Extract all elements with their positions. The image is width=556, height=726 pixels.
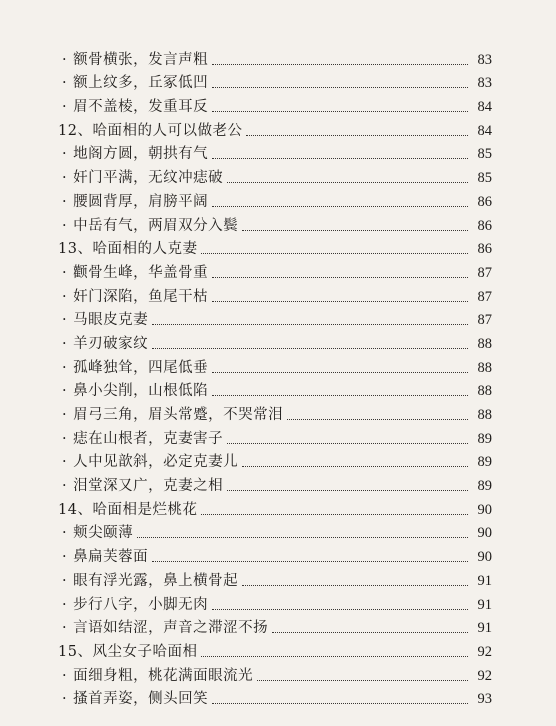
bullet-icon: ·	[62, 620, 68, 637]
page-number: 88	[477, 335, 492, 352]
bullet-icon: ·	[62, 478, 68, 495]
toc-item-row	[0, 329, 556, 353]
bullet-icon: ·	[62, 383, 68, 400]
toc-item-row	[0, 448, 556, 472]
dot-leader	[257, 680, 468, 681]
table-of-contents	[0, 45, 556, 708]
page-number: 88	[477, 383, 492, 400]
dot-leader	[212, 64, 468, 65]
bullet-icon: ·	[62, 170, 68, 187]
toc-item-title	[62, 690, 208, 708]
toc-item-row	[0, 471, 556, 495]
dot-leader	[152, 348, 468, 349]
dot-leader	[201, 514, 468, 515]
page-number: 91	[477, 620, 492, 637]
dot-leader	[272, 632, 468, 633]
toc-item-title	[62, 453, 238, 471]
toc-entry-text: 奸门平满，无纹冲痣破	[73, 170, 224, 187]
dot-leader	[212, 609, 468, 610]
toc-item-title	[62, 667, 253, 685]
bullet-icon: ·	[62, 75, 68, 92]
dot-leader	[242, 230, 468, 231]
toc-item-row	[0, 140, 556, 164]
toc-entry-text: 颧骨生峰，华盖骨重	[73, 264, 209, 281]
dot-leader	[201, 253, 468, 254]
page-number: 84	[477, 99, 492, 116]
toc-section-row	[0, 637, 556, 661]
toc-item-title	[62, 430, 223, 448]
dot-leader	[242, 466, 468, 467]
dot-leader	[201, 656, 468, 657]
bullet-icon: ·	[62, 146, 68, 163]
dot-leader	[152, 561, 468, 562]
toc-item-title	[62, 335, 148, 353]
dot-leader	[212, 372, 468, 373]
page-number: 89	[477, 430, 492, 447]
toc-item-row	[0, 400, 556, 424]
dot-leader	[246, 135, 468, 136]
toc-entry-text: 14、哈面相是烂桃花	[58, 501, 198, 518]
page-number: 89	[477, 454, 492, 471]
dot-leader	[287, 419, 468, 420]
page-number: 87	[477, 288, 492, 305]
toc-item-row	[0, 685, 556, 709]
toc-item-title	[62, 98, 208, 116]
toc-entry-text: 额骨横张，发言声粗	[73, 51, 209, 68]
toc-item-row	[0, 211, 556, 235]
dot-leader	[227, 443, 468, 444]
toc-item-title	[62, 359, 208, 377]
toc-entry-text: 12、哈面相的人可以做老公	[58, 122, 243, 139]
dot-leader	[212, 277, 468, 278]
toc-item-title	[62, 406, 283, 424]
dot-leader	[152, 324, 468, 325]
page-number: 88	[477, 359, 492, 376]
page-number: 83	[477, 75, 492, 92]
page-number: 90	[477, 525, 492, 542]
toc-section-title	[58, 122, 242, 140]
bullet-icon: ·	[62, 288, 68, 305]
toc-entry-text: 眉不盖棱，发重耳反	[73, 99, 209, 116]
page-number: 92	[477, 667, 492, 684]
toc-entry-text: 15、风尘女子哈面相	[58, 643, 198, 660]
toc-entry-text: 面细身粗，桃花满面眼流光	[73, 667, 254, 684]
toc-section-title	[58, 501, 197, 519]
bullet-icon: ·	[62, 454, 68, 471]
toc-entry-text: 13、哈面相的人克妻	[58, 241, 198, 258]
toc-entry-text: 鼻小尖削，山根低陷	[73, 383, 209, 400]
bullet-icon: ·	[62, 549, 68, 566]
toc-item-row	[0, 69, 556, 93]
bullet-icon: ·	[62, 667, 68, 684]
page-number: 85	[477, 170, 492, 187]
toc-entry-text: 孤峰独耸，四尾低垂	[73, 359, 209, 376]
toc-entry-text: 搔首弄姿，侧头回笑	[73, 691, 209, 708]
toc-section-row	[0, 235, 556, 259]
toc-entry-text: 羊刃破家纹	[73, 335, 149, 352]
page-number: 85	[477, 146, 492, 163]
page-number: 86	[477, 193, 492, 210]
toc-item-row	[0, 187, 556, 211]
toc-entry-text: 人中见歆斜，必定克妻儿	[73, 454, 239, 471]
toc-item-row	[0, 92, 556, 116]
dot-leader	[227, 182, 468, 183]
page-number: 86	[477, 241, 492, 258]
toc-entry-text: 马眼皮克妻	[73, 312, 149, 329]
toc-entry-text: 颊尖颐薄	[73, 525, 134, 542]
toc-entry-text: 眼有浮光露，鼻上横骨起	[73, 572, 239, 589]
dot-leader	[212, 395, 468, 396]
toc-entry-text: 奸门深陷，鱼尾干枯	[73, 288, 209, 305]
toc-item-row	[0, 306, 556, 330]
bullet-icon: ·	[62, 217, 68, 234]
toc-item-row	[0, 424, 556, 448]
toc-entry-text: 地阁方圆，朝拱有气	[73, 146, 209, 163]
dot-leader	[137, 537, 468, 538]
bullet-icon: ·	[62, 335, 68, 352]
bullet-icon: ·	[62, 430, 68, 447]
dot-leader	[227, 490, 468, 491]
toc-item-row	[0, 282, 556, 306]
dot-leader	[212, 87, 468, 88]
toc-item-row	[0, 661, 556, 685]
dot-leader	[212, 703, 468, 704]
dot-leader	[242, 585, 468, 586]
toc-entry-text: 鼻扁芙蓉面	[73, 549, 149, 566]
toc-item-title	[62, 382, 208, 400]
toc-item-row	[0, 45, 556, 69]
bullet-icon: ·	[62, 264, 68, 281]
page-number: 88	[477, 407, 492, 423]
dot-leader	[212, 111, 468, 112]
bullet-icon: ·	[62, 596, 68, 613]
toc-item-title	[62, 477, 223, 495]
page-number: 83	[477, 51, 492, 68]
page-number: 91	[477, 596, 492, 613]
bullet-icon: ·	[62, 193, 68, 210]
toc-item-title	[62, 548, 148, 566]
toc-item-title	[62, 193, 208, 211]
toc-entry-text: 额上纹多，丘冢低凹	[73, 75, 209, 92]
page-number: 90	[477, 549, 492, 566]
page-number: 86	[477, 217, 492, 234]
bullet-icon: ·	[62, 407, 68, 423]
bullet-icon: ·	[62, 572, 68, 589]
page-number: 90	[477, 501, 492, 518]
page-number: 91	[477, 572, 492, 589]
toc-item-row	[0, 519, 556, 543]
toc-item-row	[0, 353, 556, 377]
toc-entry-text: 腰圆背厚，肩膀平阔	[73, 193, 209, 210]
bullet-icon: ·	[62, 312, 68, 329]
toc-entry-text: 眉弓三角，眉头常蹙，不哭常泪	[73, 407, 284, 423]
toc-item-title	[62, 524, 133, 542]
toc-item-title	[62, 217, 238, 235]
toc-item-title	[62, 288, 208, 306]
toc-item-title	[62, 572, 238, 590]
page-number: 89	[477, 478, 492, 495]
toc-item-title	[62, 264, 208, 282]
toc-item-row	[0, 377, 556, 401]
toc-item-title	[62, 311, 148, 329]
toc-item-row	[0, 614, 556, 638]
toc-item-title	[62, 74, 208, 92]
toc-entry-text: 中岳有气，两眉双分入鬓	[73, 217, 239, 234]
dot-leader	[212, 206, 468, 207]
dot-leader	[212, 301, 468, 302]
toc-item-row	[0, 258, 556, 282]
dot-leader	[212, 158, 468, 159]
toc-section-row	[0, 116, 556, 140]
toc-item-row	[0, 542, 556, 566]
toc-entry-text: 痣在山根者，克妻害子	[73, 430, 224, 447]
bullet-icon: ·	[62, 99, 68, 116]
toc-item-row	[0, 566, 556, 590]
page-number: 84	[477, 122, 492, 139]
toc-item-row	[0, 590, 556, 614]
toc-item-title	[62, 51, 208, 69]
toc-entry-text: 言语如结涩，声音之滞涩不扬	[73, 620, 269, 637]
toc-section-row	[0, 495, 556, 519]
bullet-icon: ·	[62, 359, 68, 376]
toc-item-title	[62, 596, 208, 614]
toc-section-title	[58, 240, 197, 258]
toc-item-title	[62, 169, 223, 187]
bullet-icon: ·	[62, 691, 68, 708]
page-number: 87	[477, 264, 492, 281]
toc-item-row	[0, 163, 556, 187]
bullet-icon: ·	[62, 51, 68, 68]
page-number: 93	[477, 691, 492, 708]
toc-item-title	[62, 619, 268, 637]
toc-section-title	[58, 643, 197, 661]
bullet-icon: ·	[62, 525, 68, 542]
page-number: 92	[477, 643, 492, 660]
toc-entry-text: 步行八字，小脚无肉	[73, 596, 209, 613]
page-number: 87	[477, 312, 492, 329]
toc-item-title	[62, 145, 208, 163]
toc-entry-text: 泪堂深又广，克妻之相	[73, 478, 224, 495]
